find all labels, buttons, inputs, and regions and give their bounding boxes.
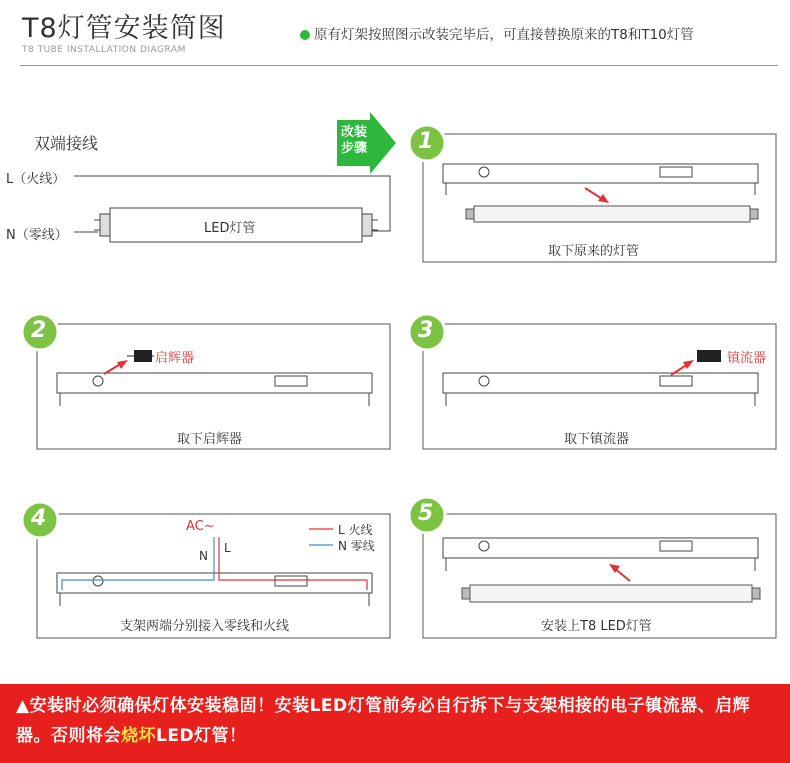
step-3-caption: 取下镇流器 <box>564 432 630 447</box>
step-1-caption: 取下原来的灯管 <box>548 244 640 259</box>
step-4-caption: 支架两端分别接入零线和火线 <box>120 619 290 634</box>
step-number-3: 3 <box>418 318 434 343</box>
step-number-5: 5 <box>418 501 434 526</box>
page-subtitle: T8 TUBE INSTALLATION DIAGRAM <box>22 45 186 55</box>
legend-neutral-label: N 零线 <box>338 539 375 553</box>
l-label: L <box>224 541 231 555</box>
page-title: T8灯管安装简图 <box>22 13 226 44</box>
step-number-2: 2 <box>31 318 47 343</box>
warning-text <box>16 691 781 751</box>
wiring-heading: 双端接线 <box>34 134 99 153</box>
header-note-text: 原有灯架按照图示改装完毕后，可直接替换原来的T8和T10灯管 <box>314 27 694 43</box>
steps-arrow-text: 改装 步骤 <box>341 125 368 156</box>
tube-1 <box>466 206 758 222</box>
step-5-caption: 安装上T8 LED灯管 <box>541 619 652 634</box>
ac-label: AC~ <box>186 519 215 534</box>
step-number-4: 4 <box>31 506 47 531</box>
legend-live-label: L 火线 <box>338 523 373 537</box>
ballast-icon <box>697 350 721 362</box>
neutral-wire-label: N（零线） <box>6 228 68 243</box>
warning-text-part2: LED灯管！ <box>156 726 247 746</box>
warning-highlight: 烧坏 <box>121 726 156 746</box>
led-tube-label: LED灯管 <box>204 221 256 236</box>
step-number-1: 1 <box>418 129 434 154</box>
n-label: N <box>199 549 208 563</box>
starter-label: 启辉器 <box>155 351 195 366</box>
tube-5 <box>462 585 760 602</box>
step-2-caption: 取下启辉器 <box>177 432 243 447</box>
live-wire-label: L（火线） <box>6 172 66 187</box>
ballast-label: 镇流器 <box>727 351 767 366</box>
warning-banner <box>0 684 790 763</box>
warning-text-part1: ▲安装时必须确保灯体安装稳固！安装LED灯管前务必自行拆下与支架相接的电子镇流器、启辉器。否则将会 <box>16 696 751 746</box>
